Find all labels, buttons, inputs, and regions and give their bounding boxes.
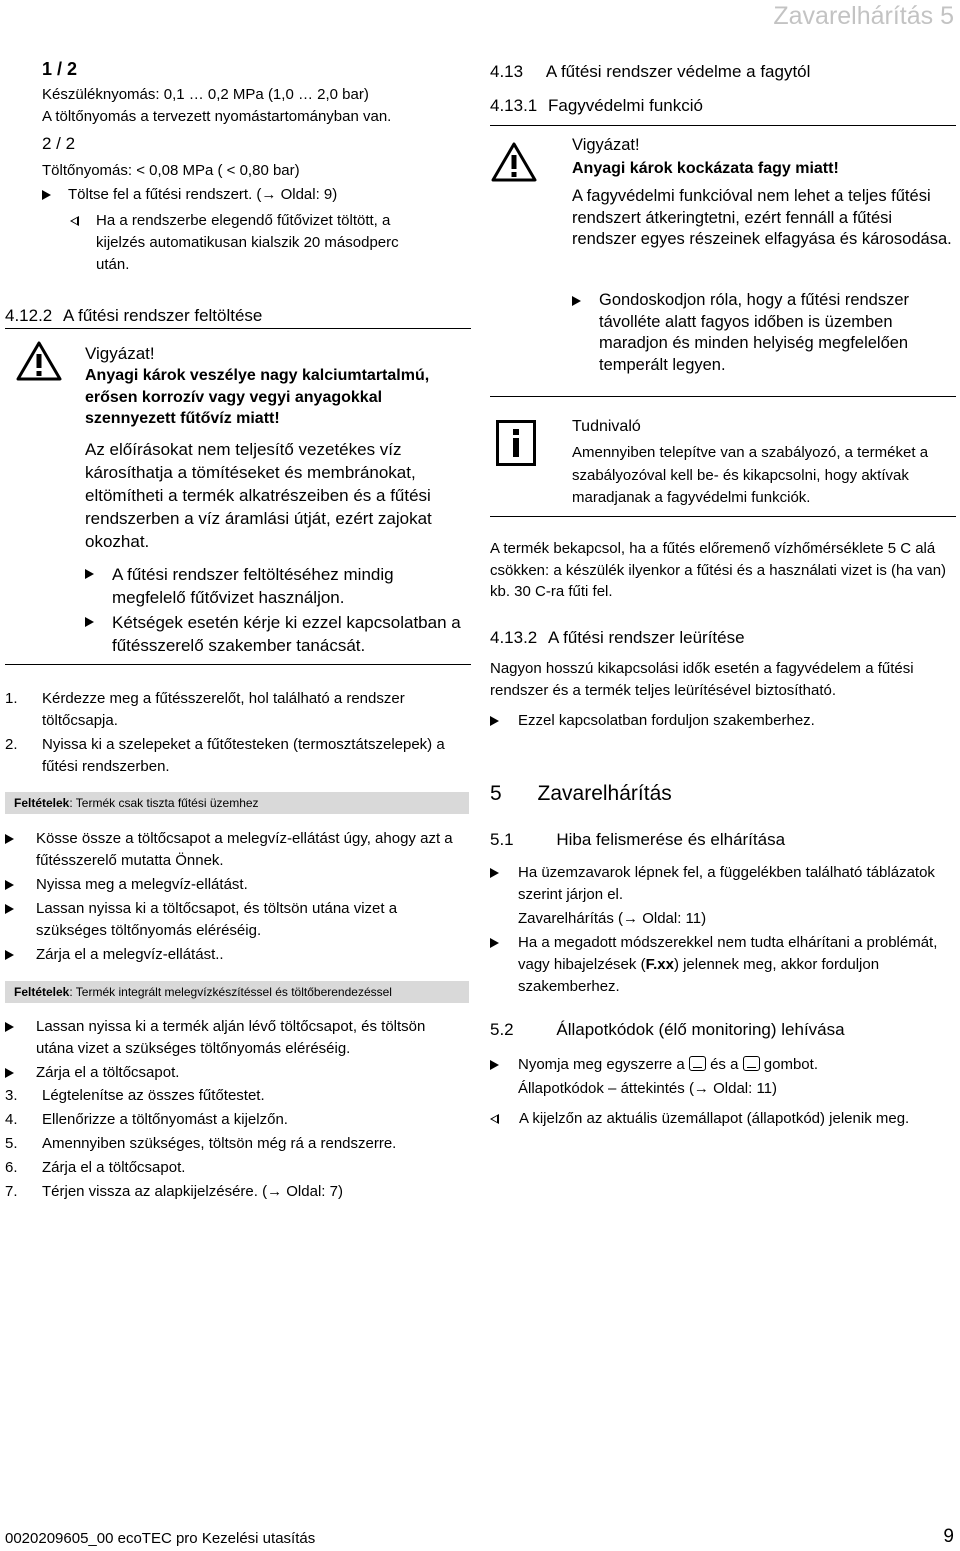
step-bullet-icon: [490, 938, 499, 948]
section-5-1-step-2-text: Ha a megadott módszerekkel nem tudta elhárítani a problémát, vagy hibajelzések (F.xx) jelennek meg, akkor forduljon szakemberhez.: [518, 934, 938, 995]
code-2-result: Ha a rendszerbe elegendő fűtővizet töltött, a kijelzés automatikusan kialszik 20 másodperc után.: [70, 210, 430, 276]
warning-block-left: [85, 342, 470, 657]
section-4-13-1-heading: 4.13.1 Fagyvédelmi funkció: [490, 96, 703, 115]
drain-text: Nagyon hosszú kikapcsolási idők esetén a fagyvédelem a fűtési rendszer és a termék teljes leürítésével biztosítható.: [490, 660, 914, 699]
code-2-step: Töltse fel a fűtési rendszert. (→ Oldal: 9): [42, 184, 472, 206]
condition-bar-1: Feltételek: Termék csak tiszta fűtési üzemhez: [5, 792, 469, 814]
numbered-step-4: 4. Ellenőrizze a töltőnyomást a kijelzőn.: [5, 1111, 288, 1128]
section-5-1-step-2: [490, 932, 956, 998]
section-5-1-steps: [490, 862, 956, 998]
warning-step-right-row: Gondoskodjon róla, hogy a fűtési rendszer távolléte alatt fagyos időben is üzemben maradjon és minden helyiség megfelelően temperált legyen.: [572, 290, 956, 376]
minus-button-icon: [689, 1056, 706, 1071]
numbered-step-2: 2. Nyissa ki a szelepeket a fűtőtesteken (termosztátszelepek) a fűtési rendszerben.: [5, 736, 445, 775]
numbered-step-6: 6. Zárja el a töltőcsapot.: [5, 1159, 186, 1176]
numbered-step-1: 1. Kérdezze meg a fűtésszerelőt, hol található a rendszer töltőcsapja.: [5, 690, 405, 729]
warning-step-2: Kétségek esetén kérje ki ezzel kapcsolatban a fűtésszerelő szakember tanácsát.: [85, 611, 470, 657]
section-5-1-step-1: Ha üzemzavarok lépnek fel, a függelékben található táblázatok szerint járjon el.: [490, 862, 956, 906]
condition-bar-2: Feltételek: Termék integrált melegvízkészítéssel és töltőberendezéssel: [5, 981, 469, 1003]
warning-label-right: Vigyázat!: [572, 136, 640, 154]
footer-document-id: 0020209605_00 ecoTEC pro Kezelési utasítás: [5, 1530, 316, 1547]
code-2-line-1: Töltőnyomás: < 0,08 MPa ( < 0,80 bar): [42, 162, 300, 179]
step-bullet-icon: [5, 880, 14, 890]
section-4-13-heading: 4.13 A fűtési rendszer védelme a fagytól: [490, 62, 811, 81]
warning-step-1: A fűtési rendszer feltöltéséhez mindig megfelelő fűtővizet használjon.: [85, 563, 470, 609]
note-block: [572, 416, 956, 510]
note-text: Amennyiben telepítve van a szabályozó, a terméket a szabályozóval kell be- és kikapcsolni, hogy aktívak maradjanak a fagyvédelmi funkciók.: [572, 444, 929, 506]
code-1-line-2: A töltőnyomás a tervezett nyomástartományban van.: [42, 108, 392, 125]
warning-text: Az előírásokat nem teljesítő vezetékes víz károsíthatja a tömítéseket és membránokat, eltömítheti a termék alkatrészeiben és a fűtési rendszerben a víz áramlási útját, ezért zajokat okozhat.: [85, 439, 432, 551]
step-bullet-icon: [5, 1068, 14, 1078]
note-top-rule: [490, 396, 956, 397]
drain-step-row: Ezzel kapcsolatban forduljon szakemberhez.: [490, 710, 956, 732]
warning-bottom-rule: [5, 664, 471, 665]
code-1-line-1: Készüléknyomás: 0,1 … 0,2 MPa (1,0 … 2,0 bar): [42, 86, 369, 103]
step-bullet-icon: [5, 904, 14, 914]
step-bullet-icon: [5, 1022, 14, 1032]
step-bullet-icon: [85, 569, 94, 579]
code-2-title: 2 / 2: [42, 134, 76, 153]
warning-block-right: [572, 134, 956, 251]
section-5-1-reference: Zavarelhárítás (→ Oldal: 11): [518, 910, 707, 927]
frost-protection-text: A termék bekapcsol, ha a fűtés előremenő vízhőmérséklete 5 C alá csökken: a készülék ilyenkor a fűtési és a használati vizet is (ha van) kb. 30 C-ra fűti fel.: [490, 540, 947, 600]
section-5-2-result: A kijelzőn az aktuális üzemállapot (állapotkód) jelenik meg.: [490, 1108, 956, 1130]
info-icon: [496, 420, 536, 466]
numbered-step-7: 7. Térjen vissza az alapkijelzésére. (→ Oldal: 7): [5, 1183, 343, 1200]
condition-2-step-1: Lassan nyissa ki a termék alján lévő töltőcsapot, és töltsön utána vizet a szükséges töltőnyomás eléréséig.: [5, 1016, 465, 1060]
plus-button-icon: [743, 1056, 760, 1071]
result-arrow-icon: [70, 216, 79, 226]
section-5-2-reference: Állapotkódok – áttekintés (→ Oldal: 11): [518, 1080, 778, 1097]
warning-triangle-icon: [15, 340, 63, 382]
warning-top-rule: [5, 328, 471, 329]
warning-heading: Anyagi károk veszélye nagy kalciumtartalmú, erősen korrozív vagy vegyi anyagokkal szennyezett fűtővíz miatt!: [85, 367, 430, 427]
step-bullet-icon: [572, 296, 581, 306]
result-arrow-icon: [490, 1114, 499, 1124]
warning-top-rule-right: [490, 125, 956, 126]
section-5-2-step: [490, 1054, 956, 1076]
condition-1-steps: [5, 828, 465, 966]
step-bullet-icon: [85, 617, 94, 627]
condition-2-step-2: Zárja el a töltőcsapot.: [5, 1062, 465, 1084]
warning-triangle-icon: [490, 141, 538, 183]
section-4-13-2-heading: 4.13.2 A fűtési rendszer leürítése: [490, 628, 745, 647]
warning-step-right: [572, 290, 956, 376]
page-number: 9: [943, 1526, 954, 1547]
warning-label: Vigyázat!: [85, 344, 155, 363]
step-bullet-icon: [5, 950, 14, 960]
chapter-5-heading: 5 Zavarelhárítás: [490, 782, 672, 805]
warning-heading-right: Anyagi károk kockázata fagy miatt!: [572, 160, 839, 177]
section-5-2-heading: 5.2 Állapotkódok (élő monitoring) lehívása: [490, 1020, 845, 1039]
condition-2-steps: [5, 1016, 465, 1084]
step-bullet-icon: [490, 1060, 499, 1070]
section-5-1-heading: 5.1 Hiba felismerése és elhárítása: [490, 830, 786, 849]
step-bullet-icon: [42, 190, 51, 200]
section-5-2-step-text: Nyomja meg egyszerre a és a gombot.: [518, 1056, 818, 1073]
code-2-description: [42, 160, 472, 276]
drain-step: [490, 710, 956, 732]
condition-1-step-3: Lassan nyissa ki a töltőcsapot, és töltsön utána vizet a szükséges töltőnyomás eléréséig.: [5, 898, 465, 942]
step-bullet-icon: [490, 716, 499, 726]
numbered-steps-b: [5, 1085, 465, 1203]
condition-1-step-4: Zárja el a melegvíz-ellátást..: [5, 944, 465, 966]
condition-1-step-2: Nyissa meg a melegvíz-ellátást.: [5, 874, 465, 896]
section-4-12-2-heading: 4.12.2 A fűtési rendszer feltöltése: [5, 306, 263, 325]
numbered-step-3: 3. Légtelenítse az összes fűtőtestet.: [5, 1087, 265, 1104]
step-bullet-icon: [490, 868, 499, 878]
section-5-2-steps: [490, 1054, 956, 1130]
step-bullet-icon: [5, 834, 14, 844]
code-1-title: 1 / 2: [42, 59, 78, 79]
warning-text-right: A fagyvédelmi funkcióval nem lehet a teljes fűtési rendszert átkeringtetni, ezért fennáll a fűtési rendszer egyes részeinek elfagyása és károsodása.: [572, 187, 952, 248]
numbered-steps-a: [5, 688, 465, 778]
numbered-step-5: 5. Amennyiben szükséges, töltsön még rá a rendszerre.: [5, 1135, 397, 1152]
note-bottom-rule: [490, 516, 956, 517]
chapter-header: Zavarelhárítás 5: [773, 2, 954, 30]
code-1-description: [42, 84, 472, 128]
note-label: Tudnivaló: [572, 418, 641, 435]
condition-1-step-1: Kösse össze a töltőcsapot a melegvíz-ellátást úgy, ahogy azt a fűtésszerelő mutatta Önnek.: [5, 828, 465, 872]
